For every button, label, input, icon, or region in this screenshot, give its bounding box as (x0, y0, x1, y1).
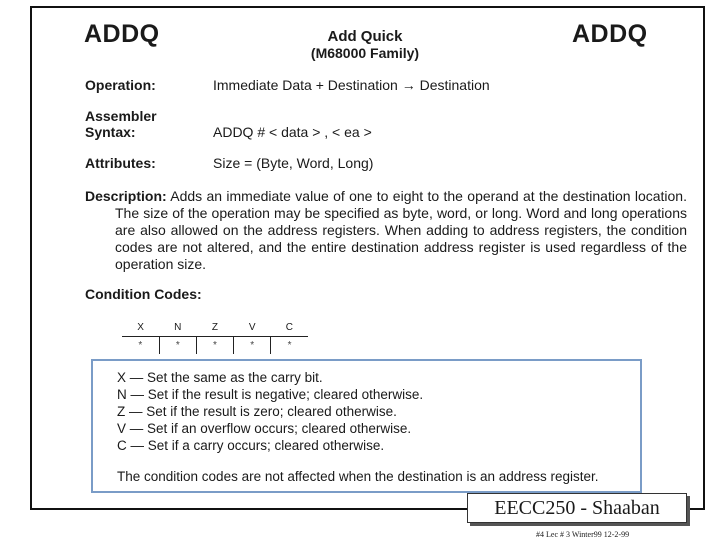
operation-value: Immediate Data + Destination → Destination (213, 77, 490, 93)
attributes-label: Attributes: (85, 155, 156, 171)
assembler-syntax: ADDQ # < data > , < ea > (213, 124, 372, 140)
assembler-label-2: Syntax: (85, 124, 136, 140)
attributes-value: Size = (Byte, Word, Long) (213, 155, 374, 171)
description-label: Description: (85, 188, 167, 204)
mnemonic-right: ADDQ (572, 20, 648, 48)
operation-label: Operation: (85, 77, 156, 93)
cc-explanation-x: X — Set the same as the carry bit. (117, 370, 323, 385)
course-badge (467, 493, 687, 523)
instruction-title: Add Quick (327, 28, 403, 45)
cc-header-n: N (159, 320, 196, 337)
condition-codes-table (122, 320, 308, 354)
description-text: Adds an immediate value of one to eight to the operand at the destination location. The size of the operation may be specified as byte, word, or long. Word and long operations are also allowed on the address registers. When adding to address registers, the condition codes are not altered, and the entire destination address register is used regardless of the operation size. (115, 188, 687, 272)
cc-value-z: * (196, 337, 233, 355)
condition-codes-note: The condition codes are not affected when the destination is an address register. (117, 469, 599, 484)
condition-codes-explanation-box (91, 359, 642, 493)
description-paragraph (85, 188, 687, 273)
cc-value-c: * (287, 340, 292, 351)
mnemonic-left: ADDQ (84, 20, 160, 48)
cc-header-x: X (122, 320, 159, 337)
condition-codes-header-row (122, 320, 308, 337)
condition-codes-value-row (122, 337, 308, 355)
cc-explanation-n: N — Set if the result is negative; cleared otherwise. (117, 387, 424, 402)
instruction-family: (M68000 Family) (310, 45, 420, 61)
condition-codes-list (117, 369, 423, 454)
cc-explanation-v: V — Set if an overflow occurs; cleared otherwise. (117, 421, 412, 436)
cc-header-c: C (271, 320, 308, 337)
assembler-label-1: Assembler (85, 108, 157, 124)
cc-header-v: V (234, 320, 271, 337)
cc-value-v: * (234, 337, 271, 355)
slide-footer: #4 Lec # 3 Winter99 12-2-99 (536, 530, 630, 539)
course-badge-text: EECC250 - Shaaban (494, 496, 660, 519)
cc-value-n: * (159, 337, 196, 355)
cc-value-x: * (122, 337, 159, 355)
cc-explanation-z: Z — Set if the result is zero; cleared otherwise. (117, 404, 397, 419)
cc-header-z: Z (196, 320, 233, 337)
condition-codes-label: Condition Codes: (85, 286, 202, 302)
slide-frame (30, 6, 705, 510)
cc-explanation-c: C — Set if a carry occurs; cleared otherwise. (117, 438, 385, 453)
